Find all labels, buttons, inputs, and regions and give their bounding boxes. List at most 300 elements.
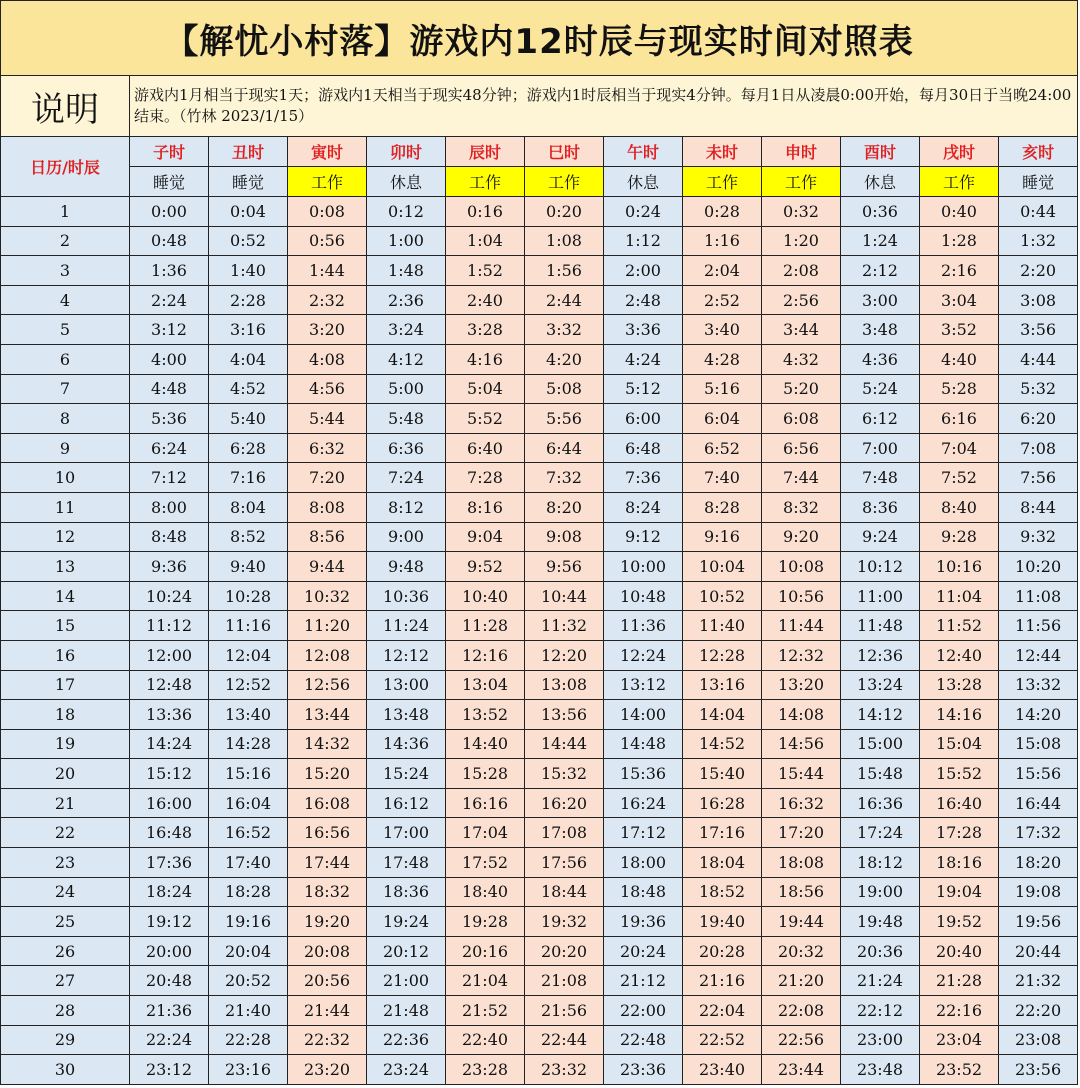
time-cell: 6:52: [683, 433, 762, 463]
time-cell: 10:16: [920, 552, 999, 582]
time-cell: 3:00: [841, 285, 920, 315]
time-cell: 3:40: [683, 315, 762, 345]
time-cell: 15:36: [604, 759, 683, 789]
day-cell: 24: [1, 877, 130, 907]
time-cell: 18:32: [288, 877, 367, 907]
corner-header: 日历/时辰: [1, 137, 130, 197]
time-cell: 16:28: [683, 788, 762, 818]
table-row: [1, 818, 1078, 848]
time-cell: 1:56: [525, 256, 604, 286]
time-cell: 23:56: [999, 1055, 1078, 1085]
day-cell: 14: [1, 581, 130, 611]
hour-name-header-row: [1, 137, 1078, 167]
time-cell: 1:16: [683, 226, 762, 256]
time-cell: 0:16: [446, 197, 525, 227]
time-cell: 19:20: [288, 907, 367, 937]
time-cell: 3:48: [841, 315, 920, 345]
time-cell: 17:04: [446, 818, 525, 848]
time-cell: 17:20: [762, 818, 841, 848]
time-cell: 3:44: [762, 315, 841, 345]
day-cell: 9: [1, 433, 130, 463]
time-cell: 11:44: [762, 611, 841, 641]
time-cell: 1:00: [367, 226, 446, 256]
time-cell: 6:32: [288, 433, 367, 463]
time-cell: 0:08: [288, 197, 367, 227]
time-cell: 8:04: [209, 492, 288, 522]
time-cell: 19:12: [130, 907, 209, 937]
time-cell: 9:16: [683, 522, 762, 552]
time-cell: 20:24: [604, 936, 683, 966]
time-cell: 22:20: [999, 996, 1078, 1026]
day-cell: 11: [1, 492, 130, 522]
time-cell: 11:00: [841, 581, 920, 611]
time-cell: 3:08: [999, 285, 1078, 315]
time-cell: 1:08: [525, 226, 604, 256]
time-cell: 12:48: [130, 670, 209, 700]
time-cell: 1:20: [762, 226, 841, 256]
time-cell: 14:48: [604, 729, 683, 759]
time-cell: 7:20: [288, 463, 367, 493]
time-cell: 2:32: [288, 285, 367, 315]
time-cell: 11:16: [209, 611, 288, 641]
time-cell: 15:44: [762, 759, 841, 789]
time-cell: 10:00: [604, 552, 683, 582]
time-cell: 12:16: [446, 640, 525, 670]
day-cell: 1: [1, 197, 130, 227]
hour-name-header: 丑时: [209, 137, 288, 167]
time-cell: 17:12: [604, 818, 683, 848]
time-cell: 9:08: [525, 522, 604, 552]
time-cell: 15:20: [288, 759, 367, 789]
time-cell: 13:32: [999, 670, 1078, 700]
day-cell: 21: [1, 788, 130, 818]
time-cell: 4:56: [288, 374, 367, 404]
time-cell: 16:20: [525, 788, 604, 818]
time-cell: 8:08: [288, 492, 367, 522]
time-cell: 9:48: [367, 552, 446, 582]
time-cell: 14:52: [683, 729, 762, 759]
time-cell: 23:20: [288, 1055, 367, 1085]
time-cell: 17:28: [920, 818, 999, 848]
time-cell: 2:12: [841, 256, 920, 286]
time-cell: 0:44: [999, 197, 1078, 227]
time-cell: 5:16: [683, 374, 762, 404]
time-cell: 0:28: [683, 197, 762, 227]
time-cell: 15:48: [841, 759, 920, 789]
time-cell: 6:04: [683, 404, 762, 434]
time-cell: 17:44: [288, 848, 367, 878]
time-cell: 7:32: [525, 463, 604, 493]
time-cell: 14:00: [604, 700, 683, 730]
time-cell: 22:40: [446, 1025, 525, 1055]
time-cell: 6:56: [762, 433, 841, 463]
time-cell: 16:16: [446, 788, 525, 818]
time-cell: 1:24: [841, 226, 920, 256]
time-cell: 4:16: [446, 344, 525, 374]
hour-name-header: 卯时: [367, 137, 446, 167]
time-cell: 2:40: [446, 285, 525, 315]
time-cell: 11:20: [288, 611, 367, 641]
time-cell: 18:04: [683, 848, 762, 878]
time-cell: 9:36: [130, 552, 209, 582]
day-cell: 18: [1, 700, 130, 730]
hour-activity-header: 工作: [288, 167, 367, 197]
time-cell: 20:40: [920, 936, 999, 966]
time-cell: 0:32: [762, 197, 841, 227]
time-cell: 15:52: [920, 759, 999, 789]
time-cell: 21:00: [367, 966, 446, 996]
time-cell: 5:12: [604, 374, 683, 404]
time-cell: 16:24: [604, 788, 683, 818]
day-cell: 26: [1, 936, 130, 966]
time-cell: 1:36: [130, 256, 209, 286]
hour-name-header: 亥时: [999, 137, 1078, 167]
time-cell: 9:44: [288, 552, 367, 582]
table-row: [1, 1025, 1078, 1055]
time-cell: 2:00: [604, 256, 683, 286]
time-cell: 2:44: [525, 285, 604, 315]
time-cell: 7:12: [130, 463, 209, 493]
time-cell: 12:52: [209, 670, 288, 700]
time-cell: 10:32: [288, 581, 367, 611]
time-cell: 0:48: [130, 226, 209, 256]
time-cell: 12:28: [683, 640, 762, 670]
day-cell: 8: [1, 404, 130, 434]
time-cell: 22:36: [367, 1025, 446, 1055]
time-cell: 20:08: [288, 936, 367, 966]
time-cell: 5:36: [130, 404, 209, 434]
time-cell: 8:16: [446, 492, 525, 522]
time-cell: 14:40: [446, 729, 525, 759]
table-row: [1, 522, 1078, 552]
note-label: 说明: [1, 76, 130, 137]
time-cell: 6:28: [209, 433, 288, 463]
time-cell: 16:04: [209, 788, 288, 818]
table-row: [1, 344, 1078, 374]
title-row: [1, 1, 1078, 76]
time-cell: 19:40: [683, 907, 762, 937]
time-cell: 13:20: [762, 670, 841, 700]
time-cell: 0:00: [130, 197, 209, 227]
table-row: [1, 1055, 1078, 1085]
time-cell: 19:00: [841, 877, 920, 907]
time-cell: 8:32: [762, 492, 841, 522]
day-cell: 27: [1, 966, 130, 996]
time-cell: 13:48: [367, 700, 446, 730]
time-cell: 10:28: [209, 581, 288, 611]
time-cell: 12:56: [288, 670, 367, 700]
time-cell: 13:44: [288, 700, 367, 730]
time-cell: 4:00: [130, 344, 209, 374]
time-cell: 9:52: [446, 552, 525, 582]
time-cell: 4:08: [288, 344, 367, 374]
time-cell: 15:28: [446, 759, 525, 789]
time-cell: 14:24: [130, 729, 209, 759]
day-cell: 20: [1, 759, 130, 789]
table-row: [1, 285, 1078, 315]
day-cell: 28: [1, 996, 130, 1026]
time-cell: 18:56: [762, 877, 841, 907]
time-cell: 6:48: [604, 433, 683, 463]
day-cell: 30: [1, 1055, 130, 1085]
table-row: [1, 552, 1078, 582]
time-cell: 13:12: [604, 670, 683, 700]
hour-activity-header: 睡觉: [209, 167, 288, 197]
time-cell: 6:40: [446, 433, 525, 463]
time-cell: 5:08: [525, 374, 604, 404]
time-cell: 15:40: [683, 759, 762, 789]
table-row: [1, 996, 1078, 1026]
table-row: [1, 700, 1078, 730]
time-cell: 10:20: [999, 552, 1078, 582]
time-cell: 20:52: [209, 966, 288, 996]
time-cell: 11:12: [130, 611, 209, 641]
time-cell: 21:24: [841, 966, 920, 996]
day-cell: 4: [1, 285, 130, 315]
time-cell: 8:20: [525, 492, 604, 522]
time-cell: 10:04: [683, 552, 762, 582]
time-cell: 18:28: [209, 877, 288, 907]
time-cell: 23:24: [367, 1055, 446, 1085]
table-row: [1, 788, 1078, 818]
time-cell: 12:36: [841, 640, 920, 670]
time-cell: 19:04: [920, 877, 999, 907]
time-cell: 4:32: [762, 344, 841, 374]
time-cell: 17:48: [367, 848, 446, 878]
time-cell: 8:00: [130, 492, 209, 522]
time-cell: 1:40: [209, 256, 288, 286]
time-cell: 8:12: [367, 492, 446, 522]
time-cell: 9:28: [920, 522, 999, 552]
time-cell: 3:12: [130, 315, 209, 345]
time-cell: 19:08: [999, 877, 1078, 907]
time-cell: 14:08: [762, 700, 841, 730]
time-cell: 15:32: [525, 759, 604, 789]
time-cell: 0:24: [604, 197, 683, 227]
time-cell: 21:48: [367, 996, 446, 1026]
conversion-table-body: [1, 1, 1078, 1085]
time-cell: 19:48: [841, 907, 920, 937]
time-cell: 5:28: [920, 374, 999, 404]
time-cell: 22:12: [841, 996, 920, 1026]
time-cell: 20:20: [525, 936, 604, 966]
day-cell: 13: [1, 552, 130, 582]
time-cell: 7:24: [367, 463, 446, 493]
time-cell: 4:40: [920, 344, 999, 374]
time-cell: 17:32: [999, 818, 1078, 848]
time-cell: 16:52: [209, 818, 288, 848]
time-cell: 19:44: [762, 907, 841, 937]
hour-activity-header: 工作: [446, 167, 525, 197]
time-cell: 21:44: [288, 996, 367, 1026]
time-cell: 17:16: [683, 818, 762, 848]
time-cell: 23:12: [130, 1055, 209, 1085]
time-cell: 3:36: [604, 315, 683, 345]
time-cell: 12:12: [367, 640, 446, 670]
time-cell: 6:08: [762, 404, 841, 434]
hour-activity-header: 休息: [841, 167, 920, 197]
time-cell: 14:32: [288, 729, 367, 759]
time-cell: 22:56: [762, 1025, 841, 1055]
time-cell: 2:20: [999, 256, 1078, 286]
hour-activity-header: 工作: [920, 167, 999, 197]
day-cell: 10: [1, 463, 130, 493]
time-cell: 1:52: [446, 256, 525, 286]
time-cell: 22:32: [288, 1025, 367, 1055]
time-cell: 22:52: [683, 1025, 762, 1055]
hour-activity-header: 休息: [604, 167, 683, 197]
time-cell: 12:20: [525, 640, 604, 670]
time-cell: 14:12: [841, 700, 920, 730]
time-cell: 16:08: [288, 788, 367, 818]
day-cell: 7: [1, 374, 130, 404]
day-cell: 3: [1, 256, 130, 286]
time-cell: 9:04: [446, 522, 525, 552]
time-cell: 20:36: [841, 936, 920, 966]
table-row: [1, 197, 1078, 227]
time-cell: 13:08: [525, 670, 604, 700]
time-cell: 2:08: [762, 256, 841, 286]
time-cell: 19:52: [920, 907, 999, 937]
time-cell: 20:56: [288, 966, 367, 996]
time-cell: 7:08: [999, 433, 1078, 463]
time-cell: 4:52: [209, 374, 288, 404]
time-cell: 23:52: [920, 1055, 999, 1085]
time-cell: 5:52: [446, 404, 525, 434]
table-row: [1, 670, 1078, 700]
time-cell: 20:28: [683, 936, 762, 966]
time-cell: 5:40: [209, 404, 288, 434]
time-cell: 21:20: [762, 966, 841, 996]
time-cell: 22:44: [525, 1025, 604, 1055]
time-cell: 22:24: [130, 1025, 209, 1055]
time-cell: 13:36: [130, 700, 209, 730]
table-row: [1, 256, 1078, 286]
time-cell: 1:04: [446, 226, 525, 256]
time-cell: 20:32: [762, 936, 841, 966]
time-cell: 2:36: [367, 285, 446, 315]
time-cell: 14:36: [367, 729, 446, 759]
time-cell: 17:36: [130, 848, 209, 878]
table-row: [1, 966, 1078, 996]
time-cell: 21:52: [446, 996, 525, 1026]
time-cell: 20:04: [209, 936, 288, 966]
time-cell: 11:36: [604, 611, 683, 641]
time-cell: 23:48: [841, 1055, 920, 1085]
time-cell: 11:56: [999, 611, 1078, 641]
time-cell: 1:12: [604, 226, 683, 256]
time-cell: 13:28: [920, 670, 999, 700]
time-cell: 23:00: [841, 1025, 920, 1055]
time-cell: 15:24: [367, 759, 446, 789]
time-cell: 10:52: [683, 581, 762, 611]
day-cell: 2: [1, 226, 130, 256]
time-cell: 11:24: [367, 611, 446, 641]
time-cell: 16:12: [367, 788, 446, 818]
time-cell: 9:32: [999, 522, 1078, 552]
time-cell: 3:16: [209, 315, 288, 345]
time-cell: 18:00: [604, 848, 683, 878]
time-cell: 1:32: [999, 226, 1078, 256]
time-cell: 18:44: [525, 877, 604, 907]
hour-activity-header: 工作: [525, 167, 604, 197]
time-cell: 23:36: [604, 1055, 683, 1085]
hour-activity-header: 休息: [367, 167, 446, 197]
time-cell: 19:24: [367, 907, 446, 937]
day-cell: 25: [1, 907, 130, 937]
hour-name-header: 申时: [762, 137, 841, 167]
table-row: [1, 315, 1078, 345]
time-cell: 21:04: [446, 966, 525, 996]
time-cell: 10:36: [367, 581, 446, 611]
time-cell: 12:32: [762, 640, 841, 670]
time-cell: 2:48: [604, 285, 683, 315]
time-cell: 22:00: [604, 996, 683, 1026]
time-cell: 16:00: [130, 788, 209, 818]
time-cell: 2:24: [130, 285, 209, 315]
table-row: [1, 374, 1078, 404]
day-cell: 29: [1, 1025, 130, 1055]
day-cell: 17: [1, 670, 130, 700]
time-cell: 6:12: [841, 404, 920, 434]
time-cell: 15:00: [841, 729, 920, 759]
time-cell: 4:28: [683, 344, 762, 374]
hour-activity-header: 睡觉: [130, 167, 209, 197]
day-cell: 6: [1, 344, 130, 374]
time-cell: 12:04: [209, 640, 288, 670]
time-cell: 6:16: [920, 404, 999, 434]
time-cell: 13:56: [525, 700, 604, 730]
hour-name-header: 酉时: [841, 137, 920, 167]
time-cell: 2:56: [762, 285, 841, 315]
time-cell: 9:40: [209, 552, 288, 582]
hour-name-header: 戌时: [920, 137, 999, 167]
time-cell: 5:04: [446, 374, 525, 404]
time-cell: 20:12: [367, 936, 446, 966]
time-cell: 3:04: [920, 285, 999, 315]
time-cell: 22:16: [920, 996, 999, 1026]
table-row: [1, 759, 1078, 789]
time-cell: 8:24: [604, 492, 683, 522]
time-cell: 15:12: [130, 759, 209, 789]
time-cell: 15:08: [999, 729, 1078, 759]
day-cell: 12: [1, 522, 130, 552]
time-cell: 20:44: [999, 936, 1078, 966]
time-cell: 10:24: [130, 581, 209, 611]
time-cell: 18:36: [367, 877, 446, 907]
hour-name-header: 巳时: [525, 137, 604, 167]
time-cell: 2:04: [683, 256, 762, 286]
table-row: [1, 492, 1078, 522]
day-cell: 22: [1, 818, 130, 848]
time-cell: 3:28: [446, 315, 525, 345]
day-cell: 23: [1, 848, 130, 878]
time-cell: 3:20: [288, 315, 367, 345]
table-row: [1, 226, 1078, 256]
time-cell: 10:56: [762, 581, 841, 611]
time-cell: 8:52: [209, 522, 288, 552]
hour-name-header: 午时: [604, 137, 683, 167]
time-cell: 23:32: [525, 1055, 604, 1085]
time-cell: 5:44: [288, 404, 367, 434]
time-cell: 19:16: [209, 907, 288, 937]
time-cell: 6:00: [604, 404, 683, 434]
time-cell: 11:40: [683, 611, 762, 641]
time-cell: 18:08: [762, 848, 841, 878]
time-cell: 0:40: [920, 197, 999, 227]
time-cell: 10:40: [446, 581, 525, 611]
time-cell: 22:48: [604, 1025, 683, 1055]
